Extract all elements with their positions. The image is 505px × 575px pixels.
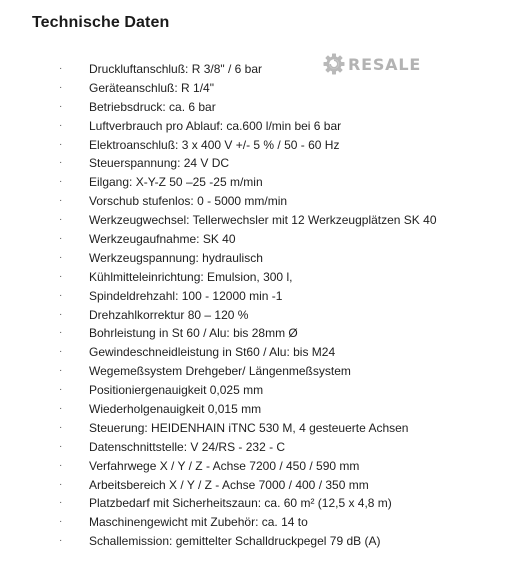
spec-text: Werkzeugspannung: hydraulisch <box>89 250 263 265</box>
spec-text: Betriebsdruck: ca. 6 bar <box>89 99 216 114</box>
spec-text: Wiederholgenauigkeit 0,015 mm <box>89 402 262 417</box>
bullet-icon: · <box>59 497 63 509</box>
spec-text: Drehzahlkorrektur 80 – 120 % <box>89 307 249 322</box>
spec-text: Datenschnittstelle: V 24/RS - 232 - C <box>89 439 286 454</box>
spec-text: Druckluftanschluß: R 3/8" / 6 bar <box>89 62 262 76</box>
spec-text: Schallemission: gemittelter Schalldruckpegel 79 dB (A) <box>89 534 381 549</box>
bullet-icon: · <box>59 138 63 150</box>
spec-text: Steuerspannung: 24 V DC <box>89 156 230 171</box>
spec-text: Steuerung: HEIDENHAIN iTNC 530 M, 4 gesteuerte Achsen <box>89 420 409 435</box>
bullet-icon: · <box>59 214 63 226</box>
bullet-icon: · <box>59 157 63 169</box>
bullet-icon: · <box>59 421 63 433</box>
bullet-icon: · <box>59 346 63 358</box>
logo-wordmark: RESALE <box>348 54 422 74</box>
bullet-icon: · <box>59 63 63 74</box>
spec-text: Wegemeßsystem Drehgeber/ Längenmeßsystem <box>89 364 351 379</box>
resale-logo <box>323 53 421 75</box>
spec-text: Gewindeschneidleistung in St60 / Alu: bis M24 <box>89 345 336 360</box>
bullet-icon: · <box>59 365 63 377</box>
bullet-icon: · <box>59 327 63 339</box>
spec-text: Eilgang: X-Y-Z 50 –25 -25 m/min <box>89 175 263 190</box>
spec-text: Kühlmitteleinrichtung: Emulsion, 300 l, <box>89 269 293 284</box>
bullet-icon: · <box>59 384 63 396</box>
bullet-icon: · <box>59 516 63 528</box>
gear-icon <box>323 53 345 75</box>
bullet-icon: · <box>59 195 63 207</box>
bullet-icon: · <box>59 478 63 490</box>
spec-text: Maschinengewicht mit Zubehör: ca. 14 to <box>89 515 308 530</box>
spec-text: Bohrleistung in St 60 / Alu: bis 28mm Ø <box>89 326 298 341</box>
bullet-icon: · <box>59 233 63 245</box>
bullet-icon: · <box>59 119 63 131</box>
bullet-icon: · <box>59 100 63 112</box>
bullet-icon: · <box>59 308 63 320</box>
bullet-icon: · <box>59 289 63 301</box>
bullet-icon: · <box>59 535 63 547</box>
page-title: Technische Daten <box>32 14 170 31</box>
spec-text: Werkzeugaufnahme: SK 40 <box>89 232 236 247</box>
bullet-icon: · <box>59 81 63 93</box>
bullet-icon: · <box>59 176 63 188</box>
spec-text: Werkzeugwechsel: Tellerwechsler mit 12 Werkzeugplätzen SK 40 <box>89 213 437 228</box>
bullet-icon: · <box>59 459 63 471</box>
bullet-icon: · <box>59 440 63 452</box>
bullet-icon: · <box>59 251 63 263</box>
spec-text: Luftverbrauch pro Ablauf: ca.600 l/min bei 6 bar <box>89 118 342 133</box>
spec-text: Platzbedarf mit Sicherheitszaun: ca. 60 m² (12,5 x 4,8 m) <box>89 496 392 511</box>
spec-text: Geräteanschluß: R 1/4" <box>89 80 214 95</box>
spec-text: Elektroanschluß: 3 x 400 V +/- 5 % / 50 - 60 Hz <box>89 137 340 152</box>
spec-text: Arbeitsbereich X / Y / Z - Achse 7000 / 400 / 350 mm <box>89 477 369 492</box>
spec-text: Positioniergenauigkeit 0,025 mm <box>89 383 264 398</box>
spec-text: Verfahrwege X / Y / Z - Achse 7200 / 450 / 590 mm <box>89 458 360 473</box>
spec-text: Spindeldrehzahl: 100 - 12000 min -1 <box>89 288 283 303</box>
bullet-icon: · <box>59 270 63 282</box>
bullet-icon: · <box>59 403 63 415</box>
spec-text: Vorschub stufenlos: 0 - 5000 mm/min <box>89 194 288 209</box>
